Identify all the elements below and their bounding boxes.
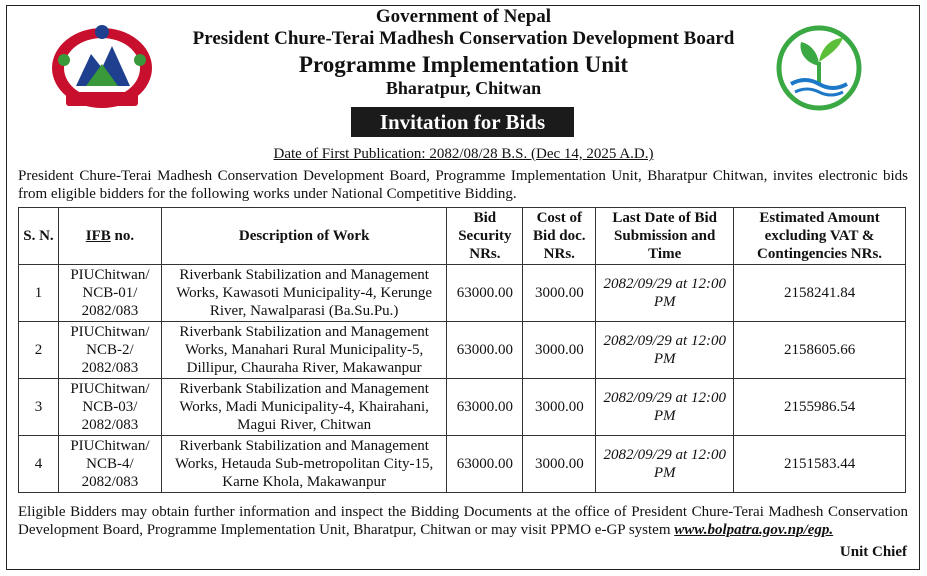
cell-cost-doc: 3000.00 (523, 436, 596, 493)
cell-estimate: 2151583.44 (734, 436, 906, 493)
cell-bid-security: 63000.00 (447, 379, 523, 436)
board-name: President Chure-Terai Madhesh Conservation Development Board (192, 28, 735, 50)
cell-estimate: 2155986.54 (734, 379, 906, 436)
table-row (19, 436, 906, 493)
intro-paragraph: President Chure-Terai Madhesh Conservation Development Board, Programme Implementation Unit, Bharatpur Chitwan, invites electronic bids from eligible bidders for the following works under National Competitive Bidding. (18, 168, 908, 202)
notice-title: Invitation for Bids (351, 107, 574, 137)
cell-sn: 2 (19, 322, 59, 379)
cell-last-date: 2082/09/29 at 12:00 PM (596, 379, 734, 436)
cell-last-date: 2082/09/29 at 12:00 PM (596, 265, 734, 322)
cell-bid-security: 63000.00 (447, 265, 523, 322)
cell-estimate: 2158241.84 (734, 265, 906, 322)
signature-unit-chief: Unit Chief (839, 544, 907, 560)
cell-cost-doc: 3000.00 (523, 265, 596, 322)
header-estimate: Estimated Amount excluding VAT & Contingencies NRs. (734, 208, 906, 265)
unit-name: Programme Implementation Unit (298, 51, 629, 77)
cell-last-date: 2082/09/29 at 12:00 PM (596, 436, 734, 493)
cell-cost-doc: 3000.00 (523, 379, 596, 436)
header-cost-doc: Cost of Bid doc. NRs. (523, 208, 596, 265)
cell-bid-security: 63000.00 (447, 436, 523, 493)
cell-last-date: 2082/09/29 at 12:00 PM (596, 322, 734, 379)
publication-date: Date of First Publication: 2082/08/28 B.S. (Dec 14, 2025 A.D.) (273, 146, 654, 162)
cell-description: Riverbank Stabilization and Management Works, Madi Municipality-4, Khairahani, Magui River, Chitwan (161, 379, 447, 436)
footer-paragraph: Eligible Bidders may obtain further information and inspect the Bidding Documents at the office of President Chure-Terai Madhesh Conservation Development Board, Programme Implementation Unit, Bharatpur, Chitwan or may visit PPMO e-GP system www.bolpatra.gov.np/egp. (18, 504, 908, 538)
bids-table (18, 207, 906, 493)
header-bid-security: Bid Security NRs. (447, 208, 523, 265)
cell-sn: 1 (19, 265, 59, 322)
table-header-row (19, 208, 906, 265)
cell-ifb: PIUChitwan/ NCB-4/ 2082/083 (58, 436, 161, 493)
cell-cost-doc: 3000.00 (523, 322, 596, 379)
table-row (19, 265, 906, 322)
table-row (19, 379, 906, 436)
government-line: Government of Nepal (375, 6, 552, 27)
cell-ifb: PIUChitwan/ NCB-01/ 2082/083 (58, 265, 161, 322)
cell-description: Riverbank Stabilization and Management Works, Kawasoti Municipality-4, Kerunge River, Nawalparasi (Ba.Su.Pu.) (161, 265, 447, 322)
cell-sn: 4 (19, 436, 59, 493)
cell-bid-security: 63000.00 (447, 322, 523, 379)
egp-link[interactable]: www.bolpatra.gov.np/egp. (674, 522, 834, 538)
cell-description: Riverbank Stabilization and Management Works, Manahari Rural Municipality-5, Dillipur, Chauraha River, Makawanpur (161, 322, 447, 379)
cell-estimate: 2158605.66 (734, 322, 906, 379)
cell-description: Riverbank Stabilization and Management Works, Hetauda Sub-metropolitan City-15, Karne Khola, Makawanpur (161, 436, 447, 493)
table-row (19, 322, 906, 379)
cell-sn: 3 (19, 379, 59, 436)
cell-ifb: PIUChitwan/ NCB-03/ 2082/083 (58, 379, 161, 436)
location: Bharatpur, Chitwan (385, 77, 542, 98)
header-ifb: IFB no. (58, 208, 161, 265)
letterhead (0, 6, 927, 99)
header-last-date: Last Date of Bid Submission and Time (596, 208, 734, 265)
header-description: Description of Work (161, 208, 447, 265)
header-sn: S. N. (19, 208, 59, 265)
cell-ifb: PIUChitwan/ NCB-2/ 2082/083 (58, 322, 161, 379)
